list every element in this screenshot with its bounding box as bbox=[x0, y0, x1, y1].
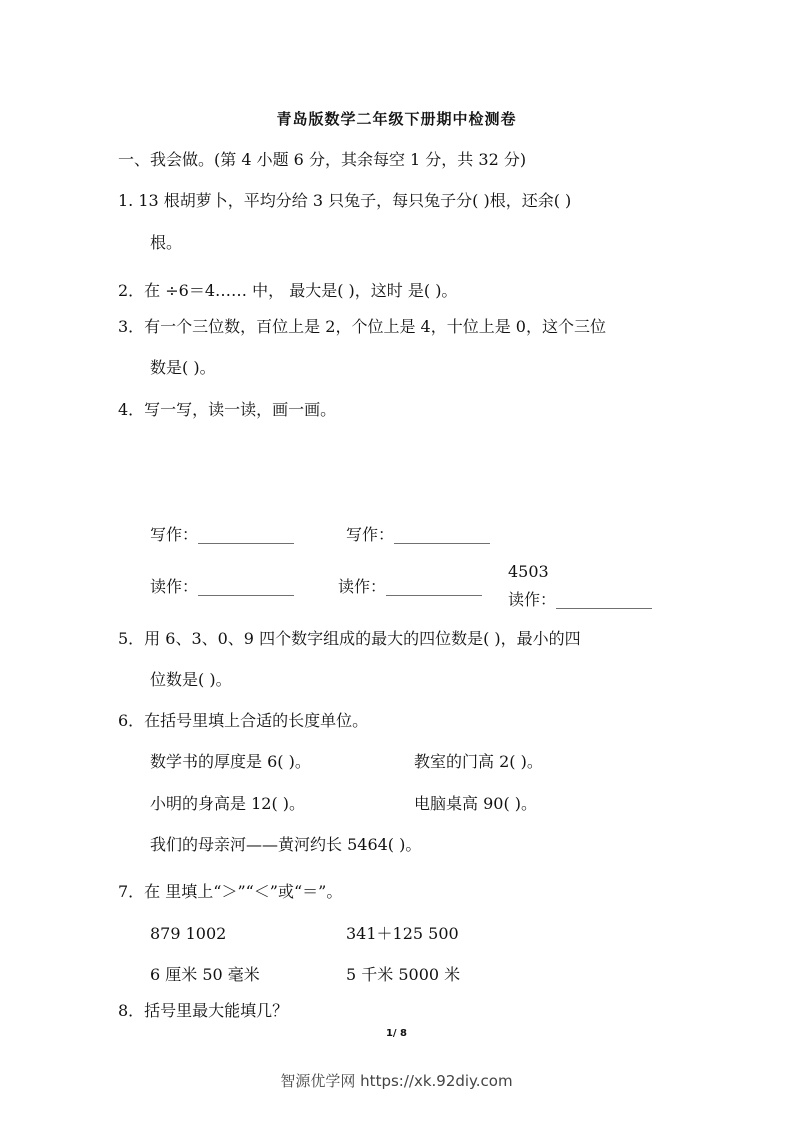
question-line: 879 1002 bbox=[150, 924, 227, 943]
question-line: 读作：____________ bbox=[508, 590, 653, 609]
question-line: 数学书的厚度是 6( )。 bbox=[150, 752, 311, 771]
question-line: 写作：____________ bbox=[150, 525, 295, 544]
question-line: 341＋125 500 bbox=[346, 924, 459, 943]
page-title: 青岛版数学二年级下册期中检测卷 bbox=[276, 110, 517, 128]
footer-watermark: 智源优学网 https://xk.92diy.com bbox=[280, 1072, 513, 1090]
question-line: 读作：____________ bbox=[338, 577, 483, 596]
question-line: 根。 bbox=[150, 233, 183, 252]
question-line: 6 厘米 50 毫米 bbox=[150, 965, 260, 984]
question-line: 小明的身高是 12( )。 bbox=[150, 794, 306, 813]
question-line: 4503 bbox=[508, 562, 549, 581]
question-line: 写作：____________ bbox=[346, 525, 491, 544]
question-line: 3．有一个三位数，百位上是 2，个位上是 4，十位上是 0，这个三位 bbox=[118, 317, 606, 336]
question-line: 5 千米 5000 米 bbox=[346, 965, 461, 984]
question-line: 我们的母亲河——黄河约长 5464( )。 bbox=[150, 835, 422, 854]
question-line: 8．括号里最大能填几？ bbox=[118, 1001, 289, 1020]
question-line: 6．在括号里填上合适的长度单位。 bbox=[118, 711, 369, 730]
question-line: 4．写一写，读一读，画一画。 bbox=[118, 400, 337, 419]
question-line: 位数是( )。 bbox=[150, 670, 232, 689]
question-line: 读作：____________ bbox=[150, 577, 295, 596]
question-line: 2．在 ÷6＝4…… 中， 最大是( )，这时 是( )。 bbox=[118, 281, 458, 300]
question-line: 1. 13 根胡萝卜，平均分给 3 只兔子，每只兔子分( )根，还余( ) bbox=[118, 191, 572, 210]
question-line: 教室的门高 2( )。 bbox=[414, 752, 543, 771]
page-number: 1/ 8 bbox=[385, 1028, 408, 1039]
question-line: 一、我会做。(第 4 小题 6 分，其余每空 1 分，共 32 分) bbox=[118, 150, 527, 169]
question-line: 数是( )。 bbox=[150, 358, 216, 377]
question-line: 5．用 6、3、0、9 四个数字组成的最大的四位数是( )，最小的四 bbox=[118, 629, 581, 648]
question-line: 7．在 里填上“＞”“＜”或“＝”。 bbox=[118, 882, 343, 901]
question-line: 电脑桌高 90( )。 bbox=[414, 794, 538, 813]
